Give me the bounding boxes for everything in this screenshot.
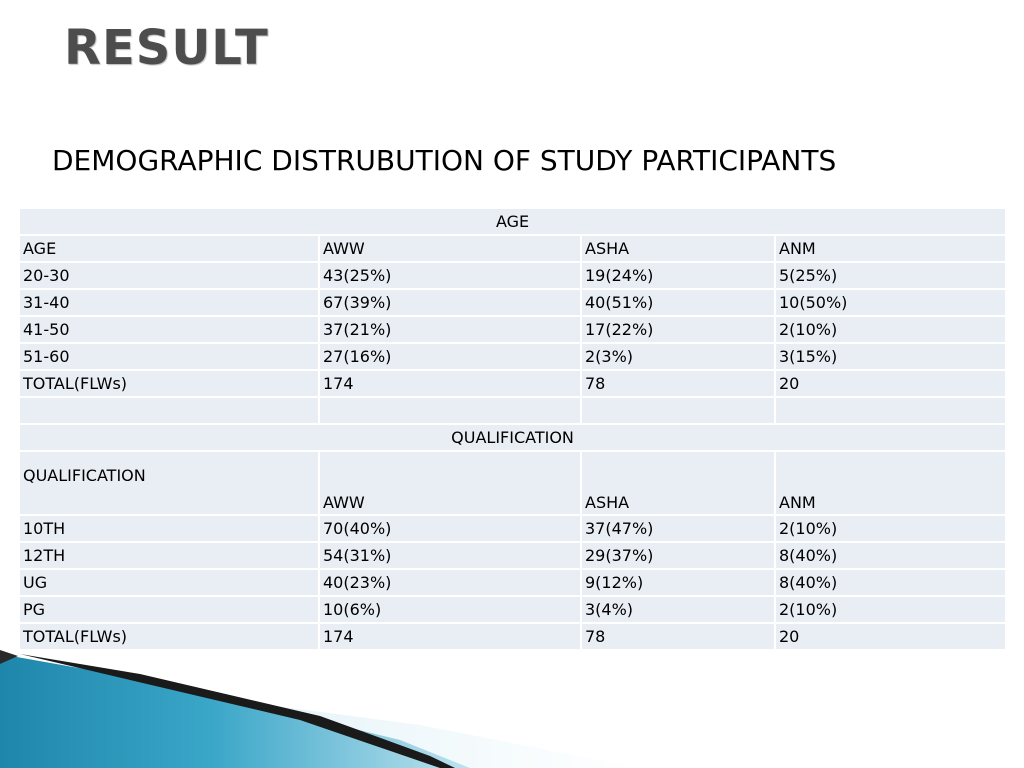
table-row (20, 344, 1005, 369)
table-cell: 2(10%) (776, 597, 1005, 622)
column-header: AWW (320, 236, 580, 261)
table-cell: 2(10%) (776, 317, 1005, 342)
table-cell: 51-60 (20, 344, 318, 369)
column-header: QUALIFICATION (20, 452, 318, 514)
table-row-total (20, 371, 1005, 396)
table-cell: 37(47%) (582, 516, 774, 541)
table-cell: 43(25%) (320, 263, 580, 288)
table-cell: 10TH (20, 516, 318, 541)
slide-title: RESULT (64, 20, 269, 76)
table-cell: 17(22%) (582, 317, 774, 342)
table-row-empty (20, 398, 1005, 423)
table-cell: 31-40 (20, 290, 318, 315)
table-cell: 2(10%) (776, 516, 1005, 541)
table-cell: 78 (582, 371, 774, 396)
table-cell: 78 (582, 624, 774, 649)
table-cell: 20-30 (20, 263, 318, 288)
table-cell: TOTAL(FLWs) (20, 624, 318, 649)
table-cell: 37(21%) (320, 317, 580, 342)
table-cell-empty (320, 398, 580, 423)
table-cell: 8(40%) (776, 543, 1005, 568)
table-cell: 10(6%) (320, 597, 580, 622)
table-cell: 19(24%) (582, 263, 774, 288)
table-cell: 40(51%) (582, 290, 774, 315)
column-header: AGE (20, 236, 318, 261)
table-cell: 27(16%) (320, 344, 580, 369)
table-cell: 41-50 (20, 317, 318, 342)
table-cell: 20 (776, 624, 1005, 649)
section-title-qualification: QUALIFICATION (20, 425, 1005, 450)
table-cell: UG (20, 570, 318, 595)
table-cell: 9(12%) (582, 570, 774, 595)
table-row (20, 290, 1005, 315)
table-cell: 12TH (20, 543, 318, 568)
table-cell: 54(31%) (320, 543, 580, 568)
section-title-age: AGE (20, 209, 1005, 234)
table-cell: 3(15%) (776, 344, 1005, 369)
table-cell: 20 (776, 371, 1005, 396)
table-row (20, 317, 1005, 342)
table-cell: 70(40%) (320, 516, 580, 541)
table-cell: 174 (320, 624, 580, 649)
table-cell: 174 (320, 371, 580, 396)
table-cell: TOTAL(FLWs) (20, 371, 318, 396)
slide-subtitle: DEMOGRAPHIC DISTRUBUTION OF STUDY PARTICIPANTS (52, 144, 837, 177)
column-header: ANM (776, 452, 1005, 514)
table-cell-empty (776, 398, 1005, 423)
table-row (20, 570, 1005, 595)
column-header: AWW (320, 452, 580, 514)
table-cell-empty (582, 398, 774, 423)
table-header-row (20, 236, 1005, 261)
column-header: ASHA (582, 452, 774, 514)
table-cell: 8(40%) (776, 570, 1005, 595)
table-cell: 29(37%) (582, 543, 774, 568)
table-section-header (20, 425, 1005, 450)
table-cell: 10(50%) (776, 290, 1005, 315)
slide-decoration (0, 640, 1024, 768)
table-row (20, 597, 1005, 622)
column-header: ANM (776, 236, 1005, 261)
table-cell: PG (20, 597, 318, 622)
demographic-table (18, 207, 1007, 651)
table-cell: 67(39%) (320, 290, 580, 315)
table-cell: 5(25%) (776, 263, 1005, 288)
table-cell: 40(23%) (320, 570, 580, 595)
table-cell: 3(4%) (582, 597, 774, 622)
table-header-row (20, 452, 1005, 514)
table-row (20, 543, 1005, 568)
table-row (20, 263, 1005, 288)
table-cell-empty (20, 398, 318, 423)
table-cell: 2(3%) (582, 344, 774, 369)
table-row (20, 516, 1005, 541)
table-section-header (20, 209, 1005, 234)
column-header: ASHA (582, 236, 774, 261)
